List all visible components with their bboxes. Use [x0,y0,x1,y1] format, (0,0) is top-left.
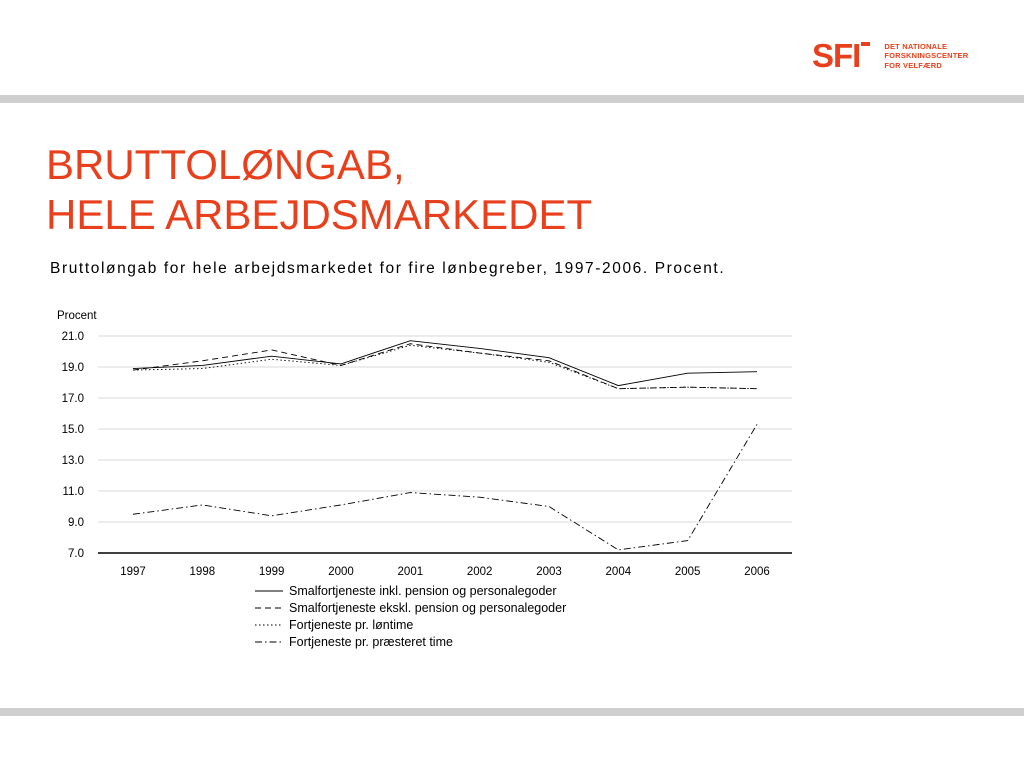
legend-item [255,599,566,616]
slide-title-line-2: HELE ARBEJDSMARKEDET [46,191,593,238]
y-tick-label: 21.0 [61,331,84,343]
grid-lines [98,336,792,522]
y-tick-label: 7.0 [68,548,84,560]
logo-mark: SFI [812,37,861,74]
series-lines [133,341,757,550]
series-line-4 [133,424,757,550]
legend-swatch [255,604,283,612]
x-tick-label: 2001 [397,566,424,578]
footer-divider [0,708,1024,716]
chart-title: Bruttoløngab for hele arbejdsmarkedet for fire lønbegreber, 1997-2006. Procent. [50,260,726,277]
y-axis-label: Procent [57,310,97,322]
y-tick-label: 19.0 [61,362,84,374]
y-tick-labels [62,331,84,560]
logo-line-2: FORSKNINGSCENTER [884,51,969,61]
legend-item [255,582,566,599]
y-tick-label: 17.0 [61,393,84,405]
series-line-2 [133,344,757,389]
chart-legend [255,582,566,650]
legend-item [255,616,566,633]
x-tick-label: 1997 [120,566,146,578]
legend-label: Fortjeneste pr. præsteret time [289,634,453,649]
x-tick-label: 2003 [536,566,562,578]
legend-swatch [255,587,283,595]
x-tick-label: 2002 [466,566,493,578]
x-tick-labels [120,566,770,578]
legend-swatch [255,638,283,646]
x-tick-label: 1999 [258,566,285,578]
y-tick-label: 9.0 [68,517,84,529]
series-line-1 [133,341,757,386]
legend-label: Smalfortjeneste ekskl. pension og personalegoder [289,600,567,615]
legend-item [255,633,566,650]
y-tick-label: 13.0 [61,455,84,467]
x-tick-label: 2000 [328,566,354,578]
x-tick-label: 2006 [744,566,770,578]
y-tick-label: 11.0 [62,486,84,498]
legend-swatch [255,621,283,629]
x-tick-label: 1998 [189,566,216,578]
x-tick-label: 2004 [605,566,632,578]
slide-title-line-1: BRUTTOLØNGAB, [46,141,405,188]
logo-line-3: FOR VELFÆRD [884,60,942,70]
legend-label: Fortjeneste pr. løntime [289,617,414,632]
x-tick-label: 2005 [674,566,701,578]
y-tick-label: 15.0 [61,424,84,436]
logo-line-1: DET NATIONALE [884,41,948,51]
legend-label: Smalfortjeneste inkl. pension og personalegoder [289,583,557,598]
